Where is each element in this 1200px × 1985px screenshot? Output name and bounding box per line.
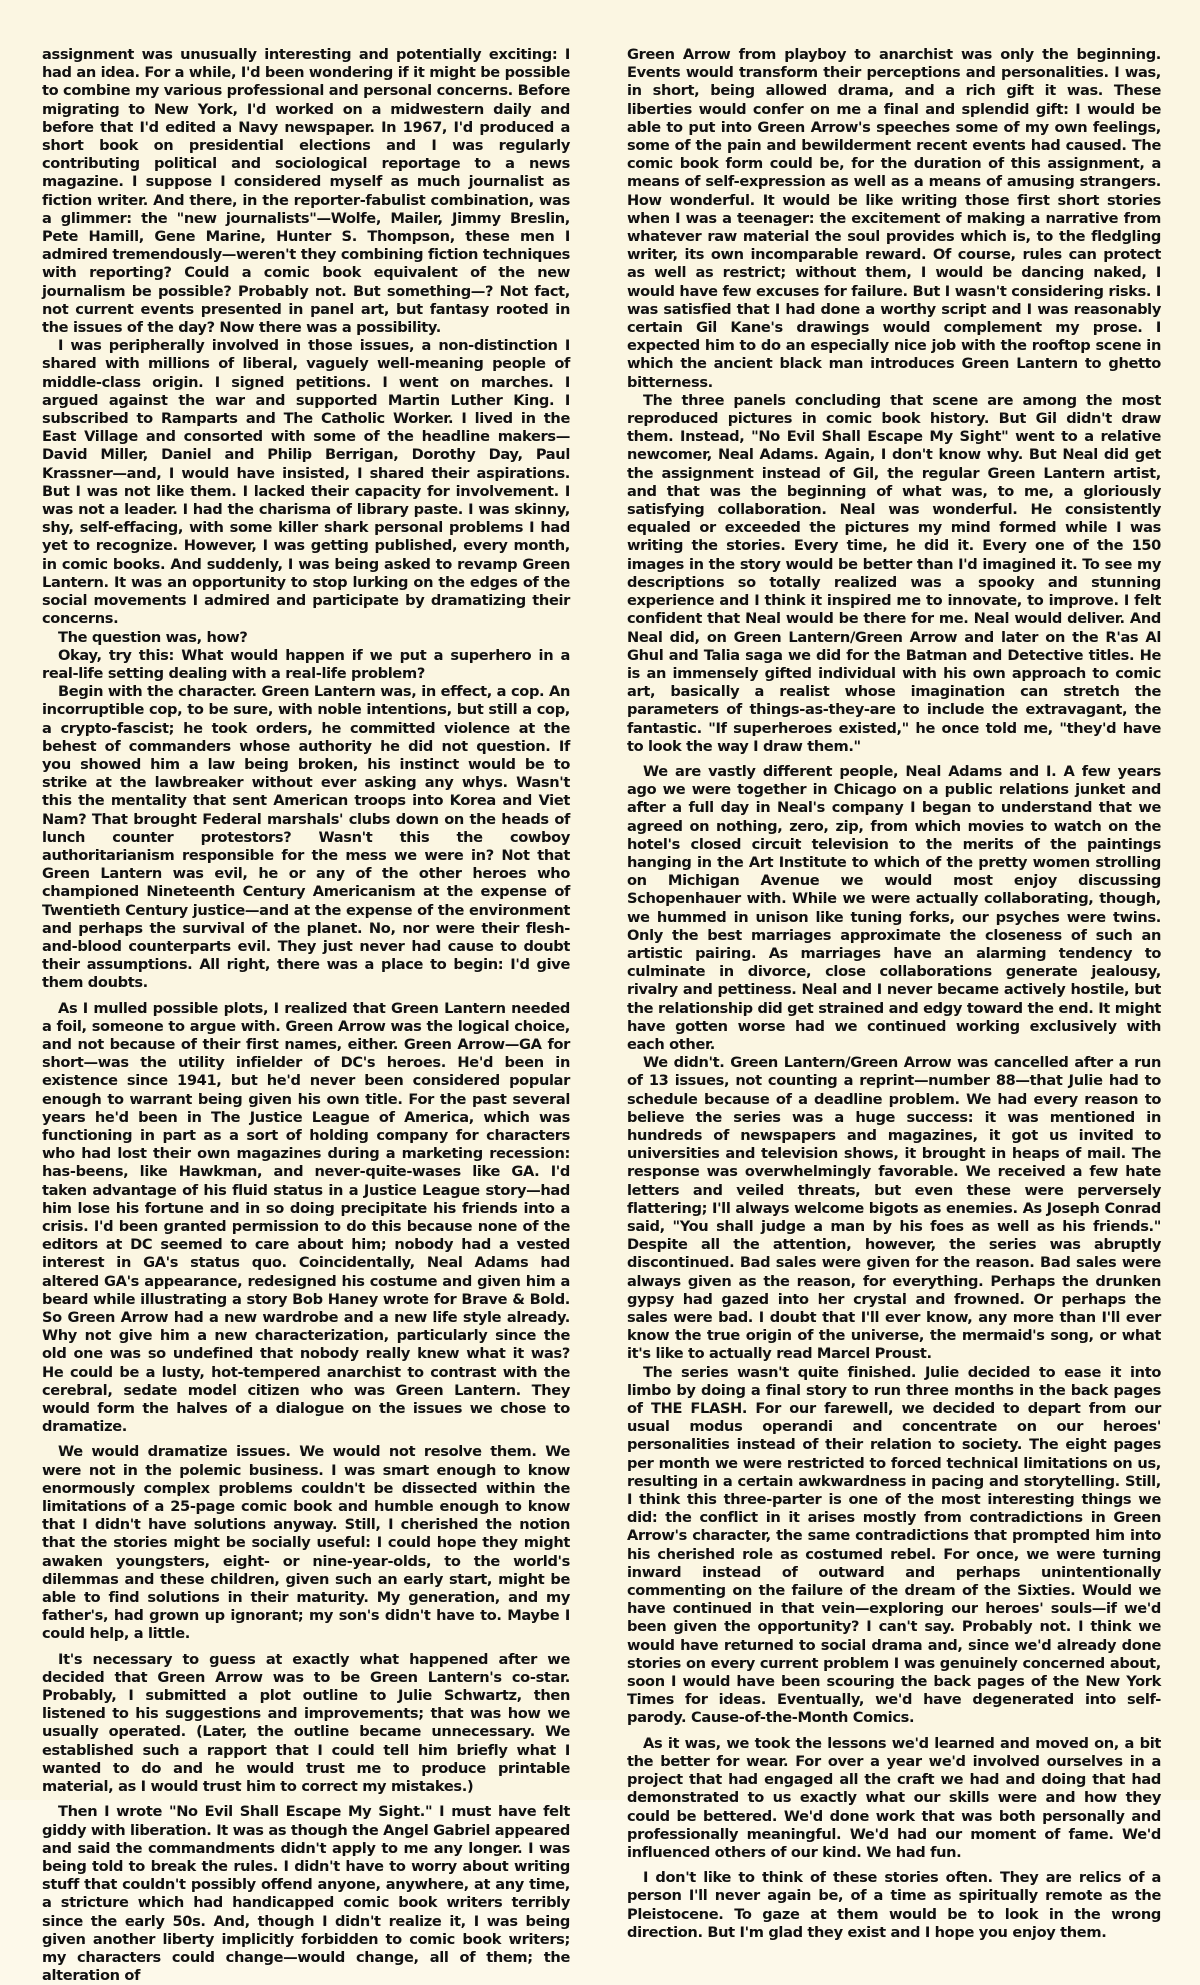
paragraph: We are vastly different people, Neal Adams and I. A few years ago we were together in Chicago on a public relations junket and after a full day in Neal's company I began to understand that we agreed on nothing, zero, zip, from which movies to watch on the hotel's closed circuit television to the merits of the paintings hanging in the Art Institute to which of the pretty women strolling on Michigan Avenue we would most enjoy discussing Schopenhauer with. While we were actually collaborating, though, we hummed in unison like tuning forks, our psyches were twins. Only the best marriages approximate the closeness of such an artistic pairing. As marriages have an alarming tendency to culminate in divorce, close collaborations generate jealousy, rivalry and pettiness. Neal and I never became actively hostile, but the relationship did get strained and edgy toward the end. It might have gotten worse had we continued working exclusively with each other. [627, 762, 1161, 1053]
paragraph: Then I wrote "No Evil Shall Escape My Sight." I must have felt giddy with liberation. It was as though the Angel Gabriel appeared and said the commandments didn't apply to me any longer. I was being told to break the rules. I didn't have to worry about writing stuff that couldn't possibly offend anyone, anywhere, at any time, a stricture which had handicapped comic book writers terribly since the early 50s. And, though I didn't realize it, I was being given another liberty implicitly forbidden to comic book writers; my characters could change—would change, all of them; the alteration of [42, 1803, 571, 1985]
paragraph: We would dramatize issues. We would not resolve them. We were not in the polemic business. I was smart enough to know enormously complex problems couldn't be dissected within the limitations of a 25-page comic book and humble enough to know that I didn't have solutions anyway. Still, I cherished the notion that the stories might be socially useful: I could hope they might awaken youngsters, eight- or nine-year-olds, to the world's dilemmas and these children, given such an early start, might be able to find solutions in their maturity. My generation, and my father's, had grown up ignorant; my son's didn't have to. Maybe I could help, a little. [42, 1443, 570, 1643]
paragraph: The question was, how? [58, 628, 248, 646]
paragraph: Begin with the character. Green Lantern was, in effect, a cop. An incorruptible cop, to be sure, with noble intentions, but still a cop, a crypto-fascist; he took orders, he committed violence at the behest of commanders whose authority he did not question. If you showed him a law being broken, his instinct would be to strike at the lawbreaker without ever asking any whys. Wasn't this the mentality that sent American troops into Korea and Viet Nam? That brought Federal marshals' clubs down on the heads of lunch counter protestors? Wasn't this the cowboy authoritarianism responsible for the mess we were in? Not that Green Lantern was evil, he or any of the other heroes who championed Nineteenth Century Americanism at the expense of Twentieth Century justice—and at the expense of the environment and perhaps the survival of the planet. No, nor were their flesh-and-blood counterparts evil. They just never had cause to doubt their assumptions. All right, there was a place to begin: I'd give them doubts. [42, 683, 570, 992]
paragraph: Okay, try this: What would happen if we put a superhero in a real-life setting dealing with a real-life problem? [42, 646, 570, 682]
left-column [42, 46, 570, 1985]
paragraph: The series wasn't quite finished. Julie decided to ease it into limbo by doing a final story to run three months in the back pages of THE FLASH. For our farewell, we decided to depart from our usual modus operandi and concentrate on our heroes' personalities instead of their relation to society. The eight pages per month we were restricted to forced technical limitations on us, resulting in a certain awkwardness in pacing and storytelling. Still, I think this three-parter is one of the most interesting things we did: the conflict in it arises mostly from contradictions in Green Arrow's character, the same contradictions that prompted him into his cherished role as costumed rebel. For once, we were turning inward instead of outward and perhaps unintentionally commenting on the failure of the dream of the Sixties. Would we have continued in that vein—exploring our heroes' souls—if we'd been given the opportunity? I can't say. Probably not. I think we would have returned to social drama and, since we'd already done stories on every current problem I was genuinely concerned about, soon I would have been scouring the back pages of the New York Times for ideas. Eventually, we'd have degenerated into self-parody. Cause-of-the-Month Comics. [627, 1363, 1161, 1727]
paragraph: It's necessary to guess at exactly what happened after we decided that Green Arrow was to be Green Lantern's co-star. Probably, I submitted a plot outline to Julie Schwartz, then listened to his suggestions and improvements; that was how we usually operated. (Later, the outline became unnecessary. We established such a rapport that I could tell him briefly what I wanted to do and he would trust me to produce printable material, as I would trust him to correct my mistakes.) [42, 1650, 570, 1796]
paragraph: Green Arrow from playboy to anarchist was only the beginning. Events would transform their perceptions and personalities. I was, in short, being allowed drama, and a rich gift it was. These liberties would confer on me a final and splendid gift: I would be able to put into Green Arrow's speeches some of my own feelings, some of the pain and bewilderment recent events had caused. The comic book form could be, for the duration of this assignment, a means of self-expression as well as a means of amusing strangers. How wonderful. It would be like writing those first short stories when I was a teenager: the excitement of making a narrative from whatever raw material the soul provides which is, to the fledgling writer, its own incomparable reward. Of course, rules can protect as well as restrict; without them, I would be dancing naked, I would have few excuses for failure. But I wasn't considering risks. I was satisfied that I had done a worthy script and I was reasonably certain Gil Kane's drawings would complement my prose. I expected him to do an especially nice job with the rooftop scene in which the ancient black man introduces Green Lantern to ghetto bitterness. [627, 46, 1161, 391]
paragraph: I don't like to think of these stories often. They are relics of a person I'll never again be, of a time as spiritually remote as the Pleistocene. To gaze at them would be to look in the wrong direction. But I'm glad they exist and I hope you enjoy them. [627, 1869, 1161, 1941]
right-column [627, 46, 1161, 1942]
paragraph: The three panels concluding that scene are among the most reproduced pictures in comic book history. But Gil didn't draw them. Instead, "No Evil Shall Escape My Sight" went to a relative newcomer, Neal Adams. Again, I don't know why. But Neal did get the assignment instead of Gil, the regular Green Lantern artist, and that was the beginning of what was, to me, a gloriously satisfying collaboration. Neal was wonderful. He consistently equaled or exceeded the pictures my mind formed while I was writing the stories. Every time, he did it. Every one of the 150 images in the story would be better than I'd imagined it. To see my descriptions so totally realized was a spooky and stunning experience and I think it inspired me to innovate, to improve. I felt confident that Neal would be there for me. Neal would deliver. And Neal did, on Green Lantern/Green Arrow and later on the R'as Al Ghul and Talia saga we did for the Batman and Detective titles. He is an immensely gifted individual with his own approach to comic art, basically a realist whose imagination can stretch the parameters of things-as-they-are to include the extravagant, the fantastic. "If superheroes existed," he once told me, "they'd have to look the way I draw them." [627, 391, 1161, 755]
paragraph: We didn't. Green Lantern/Green Arrow was cancelled after a run of 13 issues, not counting a reprint—number 88—that Julie had to schedule because of a deadline problem. We had every reason to believe the series was a huge success: it was mentioned in hundreds of newspapers and magazines, it got us invited to universities and television shows, it brought in heaps of mail. The response was overwhelmingly favorable. We received a few hate letters and veiled threats, but even these were perversely flattering; I'll always welcome bigots as enemies. As Joseph Conrad said, "You shall judge a man by his foes as well as his friends." Despite all the attention, however, the series was abruptly discontinued. Bad sales were given for the reason. Bad sales were always given as the reason, for everything. Perhaps the drunken gypsy had gazed into her crystal and frowned. Or perhaps the sales were bad. I doubt that I'll ever know, any more than I'll ever know the true origin of the universe, the mermaid's song, or what it's like to actually read Marcel Proust. [627, 1054, 1161, 1363]
paragraph: As it was, we took the lessons we'd learned and moved on, a bit the better for wear. For over a year we'd involved ourselves in a project that had engaged all the craft we had and doing that had demonstrated to us exactly what our skills were and how they could be bettered. We'd done work that was both personally and professionally meaningful. We'd had our moment of fame. We'd influenced others of our kind. We had fun. [627, 1734, 1161, 1861]
paragraph: assignment was unusually interesting and potentially exciting: I had an idea. For a while, I'd been wondering if it might be possible to combine my various professional and personal concerns. Before migrating to New York, I'd worked on a midwestern daily and before that I'd edited a Navy newspaper. In 1967, I'd produced a short book on presidential elections and I was regularly contributing political and sociological reportage to a news magazine. I suppose I considered myself as much journalist as fiction writer. And there, in the reporter-fabulist combination, was a glimmer: the "new journalists"—Wolfe, Mailer, Jimmy Breslin, Pete Hamill, Gene Marine, Hunter S. Thompson, these men I admired tremendously—weren't they combining fiction techniques with reporting? Could a comic book equivalent of the new journalism be possible? Probably not. But something—? Not fact, not current events presented in panel art, but fantasy rooted in the issues of the day? Now there was a possibility. [42, 46, 570, 337]
paragraph: I was peripherally involved in those issues, a non-distinction I shared with millions of liberal, vaguely well-meaning people of middle-class origin. I signed petitions. I went on marches. I argued against the war and supported Martin Luther King. I subscribed to Ramparts and The Catholic Worker. I lived in the East Village and consorted with some of the headline makers—David Miller, Daniel and Philip Berrigan, Dorothy Day, Paul Krassner—and, I would have insisted, I shared their aspirations. But I was not like them. I lacked their capacity for involvement. I was not a leader. I had the charisma of library paste. I was skinny, shy, self-effacing, with some killer shark personal problems I had yet to recognize. However, I was getting published, every month, in comic books. And suddenly, I was being asked to revamp Green Lantern. It was an opportunity to stop lurking on the edges of the social movements I admired and participate by dramatizing their concerns. [42, 337, 570, 628]
paragraph: As I mulled possible plots, I realized that Green Lantern needed a foil, someone to argue with. Green Arrow was the logical choice, and not because of their first names, either. Green Arrow—GA for short—was the utility infielder of DC's heroes. He'd been in existence since 1941, but he'd never been considered popular enough to warrant being given his own title. For the past several years he'd been in The Justice League of America, which was functioning in part as a sort of holding company for characters who had lost their own magazines during a marketing recession: has-beens, like Hawkman, and never-quite-wases like GA. I'd taken advantage of his fluid status in a Justice League story—had him lose his fortune and in so doing precipitate his friends into a crisis. I'd been granted permission to do this because none of the editors at DC seemed to care about him; nobody had a vested interest in GA's status quo. Coincidentally, Neal Adams had altered GA's appearance, redesigned his costume and given him a beard while illustrating a story Bob Haney wrote for Brave & Bold. So Green Arrow had a new wardrobe and a new life style already. Why not give him a new characterization, particularly since the old one was so undefined that nobody really knew what it was? He could be a lusty, hot-tempered anarchist to contrast with the cerebral, sedate model citizen who was Green Lantern. They would form the halves of a dialogue on the issues we chose to dramatize. [42, 999, 570, 1436]
